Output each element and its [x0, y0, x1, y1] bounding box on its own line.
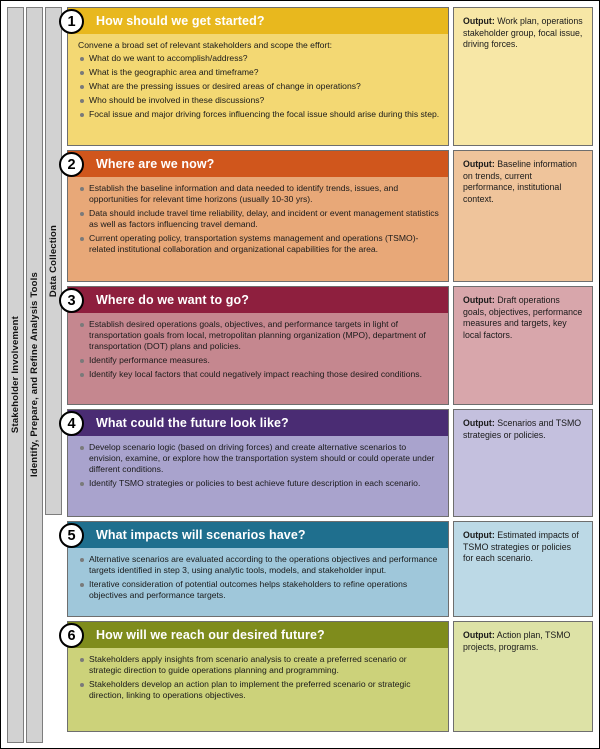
output-label-5: Output:	[463, 530, 495, 540]
list-item: Stakeholders develop an action plan to implement the preferred scenario or strategic direction, linking to operations objectives.	[89, 679, 440, 701]
step-main-6	[67, 621, 449, 732]
step-output-1	[453, 7, 593, 146]
step-main-5	[67, 521, 449, 617]
sidebar-label-stakeholder-involvement: Stakeholder Involvement	[10, 316, 21, 434]
step-bullets-1	[76, 53, 440, 120]
step-number-badge-5: 5	[59, 523, 84, 548]
step-lead-1: Convene a broad set of relevant stakeholders and scope the effort:	[78, 40, 332, 50]
list-item: Alternative scenarios are evaluated according to the operations objectives and performance targets identified in step 3, using analytic tools, models, and stakeholder input.	[89, 554, 440, 576]
step-title-1: How should we get started?	[96, 14, 265, 28]
step-main-1	[67, 7, 449, 146]
step-output-5	[453, 521, 593, 617]
step-header-4	[68, 410, 448, 436]
list-item: Identify performance measures.	[89, 355, 440, 366]
step-output-3	[453, 286, 593, 405]
step-main-3	[67, 286, 449, 405]
step-body-2	[68, 177, 448, 281]
step-row-4	[67, 409, 595, 517]
step-bullets-3	[76, 319, 440, 380]
list-item: Stakeholders apply insights from scenario analysis to create a preferred scenario or strategic direction to guide operations planning and programming.	[89, 654, 440, 676]
step-number-badge-3: 3	[59, 288, 84, 313]
step-output-4	[453, 409, 593, 517]
step-bullets-6	[76, 654, 440, 701]
output-text-6: Action plan, TSMO projects, programs.	[463, 630, 571, 652]
list-item: Focal issue and major driving forces influencing the focal issue should arise during this step.	[89, 109, 440, 119]
step-bullets-2	[76, 183, 440, 255]
output-text-3: Draft operations goals, objectives, performance measures and targets, key local factors.	[463, 295, 583, 340]
step-body-5	[68, 548, 448, 616]
step-body-6	[68, 648, 448, 731]
step-title-4: What could the future look like?	[96, 416, 289, 430]
list-item: Data should include travel time reliability, delay, and incident or event management statistics as well as factors influencing travel demand.	[89, 208, 439, 229]
output-label-2: Output:	[463, 159, 495, 169]
sidebar-vertical-bars	[7, 7, 65, 743]
sidebar-data-collection	[45, 7, 62, 515]
list-item: Who should be involved in these discussions?	[89, 95, 440, 106]
step-main-2	[67, 150, 449, 282]
list-item: What are the pressing issues or desired areas of change in operations?	[89, 81, 440, 92]
list-item: Establish desired operations goals, objectives, and performance targets in light of transportation goals from local, metropolitan planning organization (MPO), department of transportation (DOT) plans and policies.	[89, 319, 440, 352]
list-item: Iterative consideration of potential outcomes helps stakeholders to refine operations objectives and performance targets.	[89, 579, 440, 601]
step-header-3	[68, 287, 448, 313]
step-title-6: How will we reach our desired future?	[96, 628, 325, 642]
step-row-6	[67, 621, 595, 732]
output-label-4: Output:	[463, 418, 495, 428]
step-title-5: What impacts will scenarios have?	[96, 528, 306, 542]
output-text-5: Estimated impacts of TSMO strategies or policies for each scenario.	[463, 530, 579, 564]
step-number-badge-2: 2	[59, 152, 84, 177]
list-item: Develop scenario logic (based on driving forces) and create alternative scenarios to envision, examine, or explore how the transportation system should or could operate under different conditions.	[89, 442, 440, 475]
step-bullets-4	[76, 442, 440, 489]
step-number-badge-4: 4	[59, 411, 84, 436]
output-text-1: Work plan, operations stakeholder group, focal issue, driving forces.	[463, 16, 583, 50]
list-item: Identify key local factors that could negatively impact reaching those desired conditions.	[89, 369, 440, 380]
list-item: Current operating policy, transportation systems management and operations (TSMO)-related institutional collaboration and organizational capabilities for the area.	[89, 233, 440, 255]
output-text-2: Baseline information on trends, current performance, institutional context.	[463, 159, 577, 204]
step-title-3: Where do we want to go?	[96, 293, 249, 307]
sidebar-analysis-tools	[26, 7, 43, 743]
step-header-1	[68, 8, 448, 34]
step-body-4	[68, 436, 448, 516]
step-row-2	[67, 150, 595, 282]
sidebar-stakeholder-involvement	[7, 7, 24, 743]
step-row-3	[67, 286, 595, 405]
sidebar-label-data-collection: Data Collection	[48, 224, 59, 298]
step-row-1	[67, 7, 595, 146]
list-item: What is the geographic area and timeframe?	[89, 67, 440, 78]
steps-container	[67, 7, 595, 736]
sidebar-label-analysis-tools: Identify, Prepare, and Refine Analysis Tools	[29, 272, 40, 478]
step-main-4	[67, 409, 449, 517]
output-label-1: Output:	[463, 16, 495, 26]
list-item: What do we want to accomplish/address?	[89, 53, 440, 64]
step-body-3	[68, 313, 448, 404]
output-text-4: Scenarios and TSMO strategies or policies.	[463, 418, 582, 440]
step-body-1	[68, 34, 448, 145]
step-header-2	[68, 151, 448, 177]
list-item: Establish the baseline information and data needed to identify trends, issues, and opportunities for relevant time horizons (usually 10-30 yrs).	[89, 183, 440, 205]
list-item: Identify TSMO strategies or policies to best achieve future description in each scenario.	[89, 478, 440, 489]
step-number-badge-6: 6	[59, 623, 84, 648]
step-number-badge-1: 1	[59, 9, 84, 34]
step-title-2: Where are we now?	[96, 157, 215, 171]
output-label-3: Output:	[463, 295, 495, 305]
step-header-5	[68, 522, 448, 548]
output-label-6: Output:	[463, 630, 495, 640]
step-output-2	[453, 150, 593, 282]
step-bullets-5	[76, 554, 440, 601]
step-row-5	[67, 521, 595, 617]
step-output-6	[453, 621, 593, 732]
step-header-6	[68, 622, 448, 648]
